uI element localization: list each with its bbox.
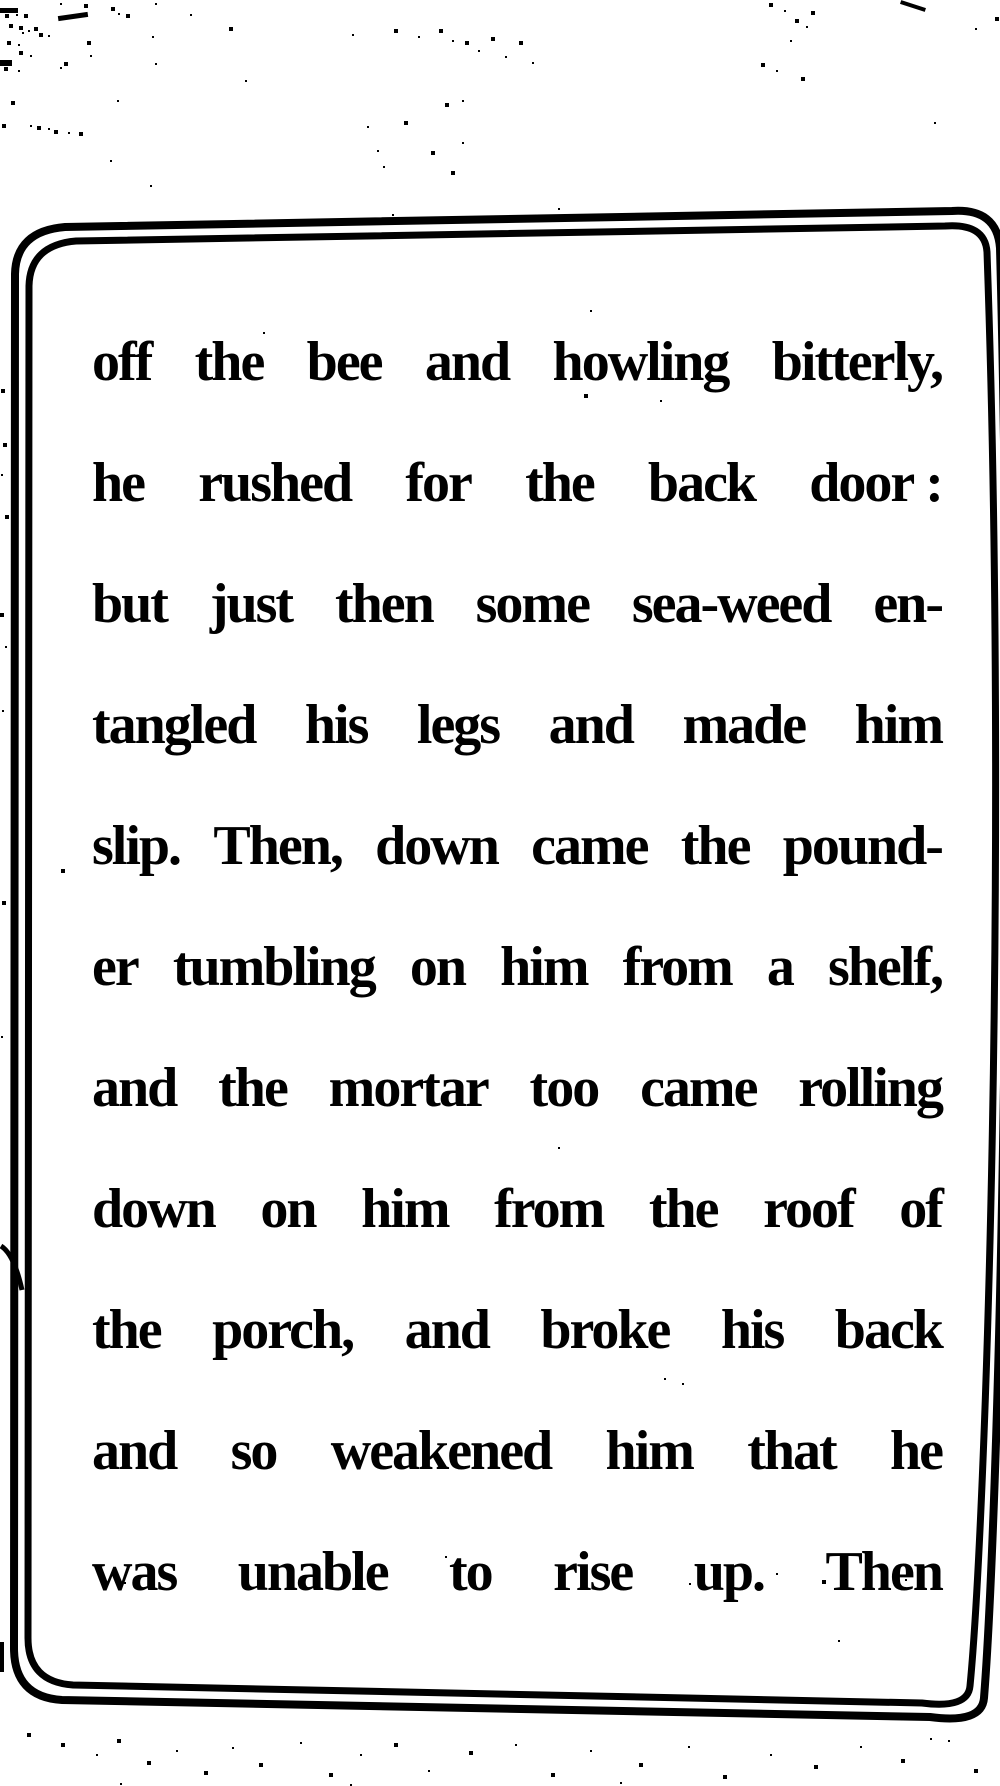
- scan-noise-dash: [0, 60, 12, 66]
- page-text: [92, 302, 942, 1633]
- text-line-6: er tumbling on him from a shelf,: [92, 936, 942, 998]
- text-line-11: was unable to rise up. Then: [92, 1541, 942, 1603]
- text-line-2: he rushed for the back door :: [92, 452, 942, 514]
- text-line-7: and the mortar too came rolling: [92, 1057, 942, 1119]
- scan-noise-dash: [0, 1642, 4, 1672]
- scan-noise-dots: [0, 0, 2, 2]
- text-line-4: tangled his legs and made him: [92, 694, 942, 756]
- scan-noise-dash: [0, 8, 18, 13]
- text-line-8: down on him from the roof of: [92, 1178, 942, 1240]
- text-line-3: but just then some sea-weed en-: [92, 573, 942, 635]
- text-line-10: and so weakened him that he: [92, 1420, 942, 1482]
- text-line-9: the porch, and broke his back: [92, 1299, 942, 1361]
- text-line-5: slip. Then, down came the pound-: [92, 815, 942, 877]
- text-line-1: off the bee and howling bitterly,: [92, 331, 942, 393]
